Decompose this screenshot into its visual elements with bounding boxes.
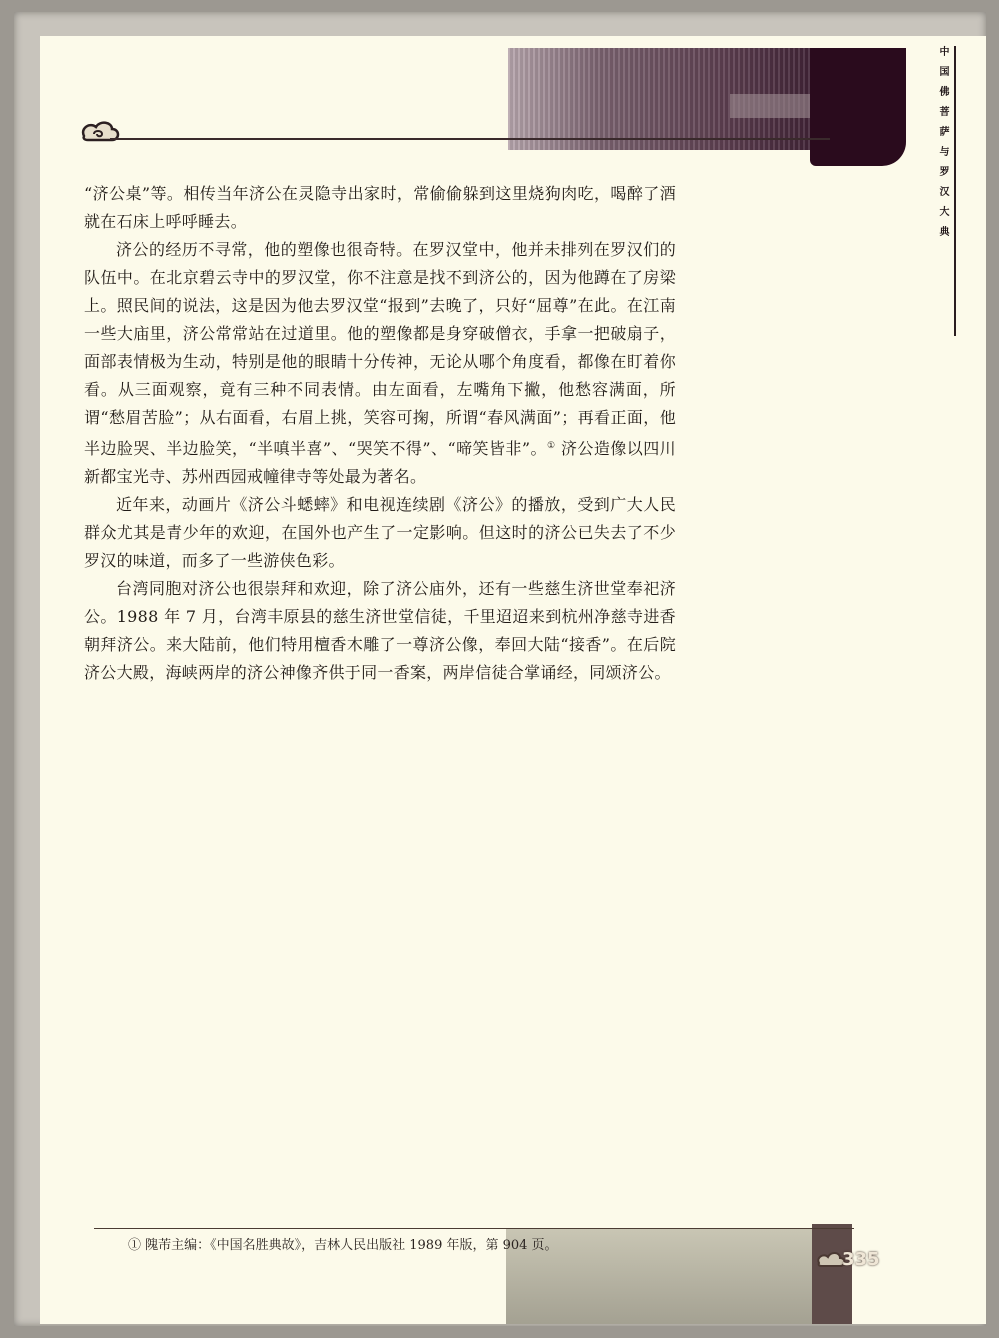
paragraph-2 xyxy=(84,236,676,491)
side-rule xyxy=(954,46,956,336)
header-rule xyxy=(110,138,830,140)
book-page xyxy=(40,36,986,1324)
body-text xyxy=(84,180,676,687)
footer-dark-block xyxy=(812,1224,852,1324)
footnote-marker: ① xyxy=(546,441,556,451)
footnote-rule xyxy=(94,1228,854,1229)
paragraph-4: 台湾同胞对济公也很崇拜和欢迎，除了济公庙外，还有一些慈生济世堂奉祀济公。1988 年 7 月，台湾丰原县的慈生济世堂信徒，千里迢迢来到杭州净慈寺进香朝拜济公。来大陆前，他们特用檀香木雕了一尊济公像，奉回大陆“接香”。在后院济公大殿，海峡两岸的济公神像齐供于同一香案，两岸信徒合掌诵经，同颂济公。 xyxy=(84,579,676,682)
cloud-ornament-icon xyxy=(80,120,120,146)
page-frame xyxy=(14,12,986,1326)
paragraph-3: 近年来，动画片《济公斗蟋蟀》和电视连续剧《济公》的播放，受到广大人民群众尤其是青少年的欢迎，在国外也产生了一定影响。但这时的济公已失去了不少罗汉的味道，而多了一些游侠色彩。 xyxy=(84,495,676,570)
series-title: 中国佛菩萨与罗汉大典 xyxy=(937,46,948,246)
footnote: ① 隗芾主编：《中国名胜典故》，吉林人民出版社 1989 年版，第 904 页。 xyxy=(128,1238,558,1253)
page-number: 335 xyxy=(842,1249,880,1270)
header-banner-dark-block xyxy=(810,48,906,166)
paragraph-1: “济公桌”等。相传当年济公在灵隐寺出家时，常偷偷躲到这里烧狗肉吃，喝醉了酒就在石床上呼呼睡去。 xyxy=(84,184,676,231)
header-banner-band xyxy=(730,94,810,118)
paragraph-2-tail: 济公造像以四川新都宝光寺、苏州西园戒幢律寺等处最为著名。 xyxy=(84,439,676,486)
paragraph-2-text: 济公的经历不寻常，他的塑像也很奇特。在罗汉堂中，他并未排列在罗汉们的队伍中。在北京碧云寺中的罗汉堂，你不注意是找不到济公的，因为他蹲在了房梁上。照民间的说法，这是因为他去罗汉堂“报到”去晚了，只好“屈尊”在此。在江南一些大庙里，济公常常站在过道里。他的塑像都是身穿破僧衣，手拿一把破扇子，面部表情极为生动，特别是他的眼睛十分传神，无论从哪个角度看，都像在盯着你看。从三面观察，竟有三种不同表情。由左面看，左嘴角下撇，他愁容满面，所谓“愁眉苦脸”；从右面看，右眉上挑，笑容可掬，所谓“春风满面”；再看正面，他半边脸哭、半边脸笑，“半嗔半喜”、“哭笑不得”、“啼笑皆非”。 xyxy=(84,240,676,458)
